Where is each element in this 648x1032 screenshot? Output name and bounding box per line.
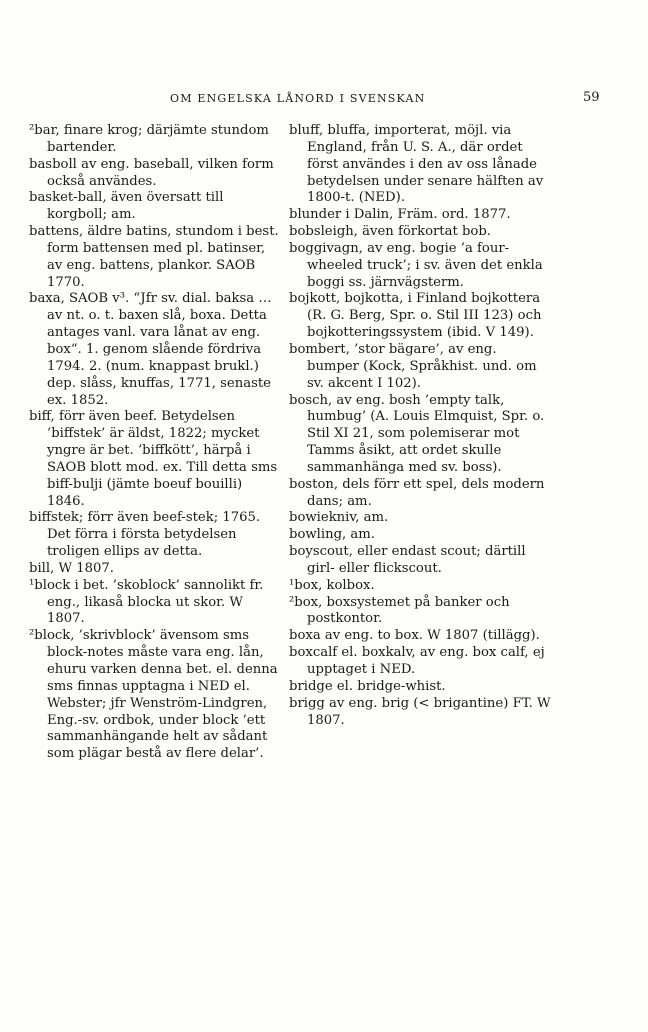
entry-boston: boston, dels förr ett spel, dels modern dans; am. [289,476,545,509]
page-number: 59 [583,90,600,105]
entry-boxa: boxa av eng. to box. W 1807 (tillägg). [289,628,540,644]
right-column [289,123,551,729]
left-column [29,123,284,763]
entry-boyscout: boyscout, eller endast scout; därtill girl- eller flickscout. [289,544,526,576]
entry-baxa: baxa, SAOB v³. “Jfr sv. dial. baksa … av nt. o. t. baxen slå, boxa. Detta antages vanl. vara lånat av eng. box“. 1. genom slående fördriva 1794. 2. (num. knappast brukl.) dep. slåss, knuffas, 1771, senaste ex. 1852. [29,291,272,408]
entry-basket-ball: basket-ball, även översatt till korgboll; am. [29,190,224,223]
entry-box-2: ²box, boxsystemet på banker och postkontor. [289,594,510,627]
entry-biffstek: biffstek; förr även beef-stek; 1765. Det förra i första betydelsen troligen ellips av detta. [29,510,261,560]
entry-bosch: bosch, av eng. bosh ’empty talk, humbug’ (A. Louis Elmquist, Spr. o. Stil XI 21, som polemiserar mot Tamms åsikt, att ordet skulle sammanhänga med sv. boss). [289,392,545,475]
entry-boggivagn: boggivagn, av eng. bogie ’a four-wheeled truck’; i sv. även det enkla boggi ss. järnvägsterm. [289,240,543,290]
running-header [0,92,648,112]
entry-brigg: brigg av eng. brig (< brigantine) FT. W 1807. [289,695,551,728]
entry-bridge: bridge el. bridge-whist. [289,678,446,694]
entry-bill: bill, W 1807. [29,560,114,576]
entry-battens: battens, äldre batins, stundom i best. form battensen med pl. batinser, av eng. battens, plankor. SAOB 1770. [29,224,279,290]
entry-bombert: bombert, ’stor bägare’, av eng. bumper (Kock, Språkhist. und. om sv. akcent I 102). [289,341,537,391]
entry-biff: biff, förr även beef. Betydelsen ’biffstek’ är äldst, 1822; mycket yngre är bet. ’biffkött’, härpå i SAOB blott mod. ex. Till detta sms biff-bulji (jämte boeuf bouilli) 1846. [29,409,278,509]
entry-box-1: ¹box, kolbox. [289,577,375,593]
entry-blunder: blunder i Dalin, Främ. ord. 1877. [289,207,511,223]
entry-block-2: ²block, ’skrivblock’ ävensom sms block-notes måste vara eng. lån, ehuru varken denna bet. el. denna sms finnas upptagna i NED el. Webster; jfr Wenström-Lindgren, Eng.-sv. ordbok, under block ’ett sammanhängande helt av sådant som plägar bestå av flere delar’. [29,628,278,762]
entry-bar: ²bar, finare krog; därjämte stundom bartender. [29,123,269,155]
entry-bojkott: bojkott, bojkotta, i Finland bojkottera (R. G. Berg, Spr. o. Stil III 123) och bojkotteringssystem (ibid. V 149). [289,291,542,341]
entry-boxcalf: boxcalf el. boxkalv, av eng. box calf, ej upptaget i NED. [289,645,545,677]
entry-bowiekniv: bowiekniv, am. [289,510,389,526]
entry-block-1: ¹block i bet. ’skoblock’ sannolikt fr. eng., likaså blocka ut skor. W 1807. [29,577,264,627]
running-title: OM ENGELSKA LÅNORD I SVENSKAN [170,92,426,105]
entry-bobsleigh: bobsleigh, även förkortat bob. [289,224,491,240]
entry-bowling: bowling, am. [289,527,375,543]
entry-bluff: bluff, bluffa, importerat, möjl. via England, från U. S. A., där ordet först användes i den av oss lånade betydelsen under senare hälften av 1800-t. (NED). [289,123,544,206]
entry-basboll: basboll av eng. baseball, vilken form också användes. [29,156,274,189]
